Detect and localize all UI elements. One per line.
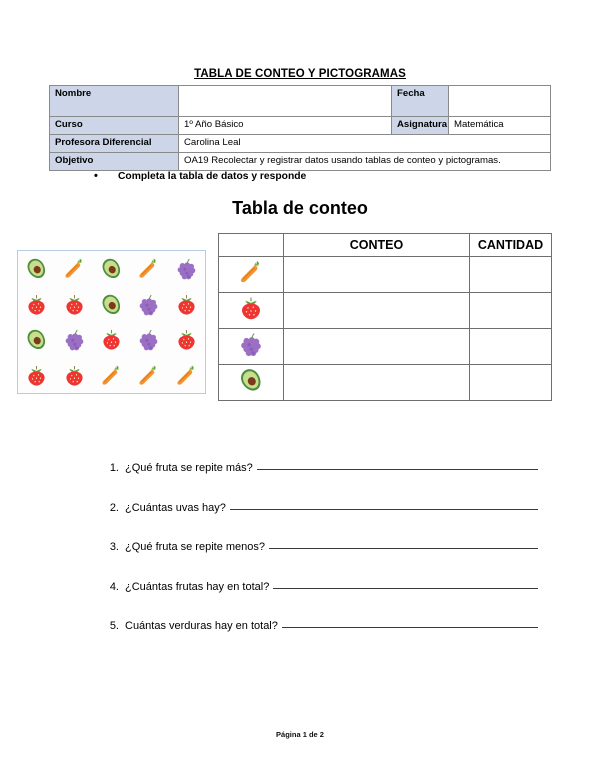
question-item bbox=[100, 617, 540, 632]
table-row bbox=[50, 153, 551, 171]
info-label-nombre: Nombre bbox=[50, 86, 179, 117]
strawberry-icon bbox=[219, 293, 284, 329]
strawberry-icon bbox=[93, 322, 130, 358]
conteo-answer-cell[interactable] bbox=[284, 329, 470, 365]
table-row bbox=[219, 365, 552, 401]
question-number: 1. bbox=[109, 462, 119, 474]
info-value-fecha[interactable] bbox=[449, 86, 551, 117]
table-row bbox=[219, 257, 552, 293]
table-row bbox=[219, 293, 552, 329]
carrot-icon bbox=[168, 358, 205, 394]
cantidad-answer-cell[interactable] bbox=[470, 329, 552, 365]
carrot-icon bbox=[55, 251, 92, 287]
strawberry-icon bbox=[18, 358, 55, 394]
info-value-curso[interactable]: 1º Año Básico bbox=[179, 117, 392, 135]
info-label-asignatura: Asignatura bbox=[392, 117, 449, 135]
cantidad-answer-cell[interactable] bbox=[470, 293, 552, 329]
info-value-profesora[interactable]: Carolina Leal bbox=[179, 135, 551, 153]
question-number: 4. bbox=[109, 580, 119, 593]
grapes-icon bbox=[168, 251, 205, 287]
question-item bbox=[100, 538, 540, 553]
carrot-icon bbox=[130, 251, 167, 287]
grapes-icon bbox=[219, 329, 284, 365]
instruction-line bbox=[94, 170, 306, 182]
table-row bbox=[50, 135, 551, 153]
answer-line[interactable] bbox=[269, 537, 538, 549]
avocado-icon bbox=[93, 251, 130, 287]
question-text: Cuántas verduras hay en total? bbox=[125, 620, 278, 632]
column-header-cantidad: CANTIDAD bbox=[470, 234, 552, 257]
column-header-icon bbox=[219, 234, 284, 257]
table-header-row bbox=[219, 234, 552, 257]
instruction-text: Completa la tabla de datos y responde bbox=[118, 171, 307, 182]
section-heading: Tabla de conteo bbox=[232, 198, 368, 218]
conteo-answer-cell[interactable] bbox=[284, 257, 470, 293]
info-label-curso: Curso bbox=[50, 117, 179, 135]
strawberry-icon bbox=[168, 287, 205, 323]
question-text: ¿Qué fruta se repite más? bbox=[125, 462, 253, 474]
avocado-icon bbox=[219, 365, 284, 401]
info-label-profesora: Profesora Diferencial bbox=[50, 135, 179, 153]
pictogram-image bbox=[17, 250, 206, 394]
conteo-answer-cell[interactable] bbox=[284, 365, 470, 401]
avocado-icon bbox=[93, 287, 130, 323]
cantidad-answer-cell[interactable] bbox=[470, 257, 552, 293]
cantidad-answer-cell[interactable] bbox=[470, 365, 552, 401]
question-text: ¿Cuántas frutas hay en total? bbox=[125, 580, 270, 593]
carrot-icon bbox=[93, 358, 130, 394]
page-footer: Página 1 de 2 bbox=[276, 730, 324, 739]
question-number: 3. bbox=[109, 541, 119, 553]
question-number: 5. bbox=[109, 620, 119, 632]
question-number: 2. bbox=[109, 501, 119, 514]
questions-list bbox=[100, 459, 540, 657]
question-text: ¿Qué fruta se repite menos? bbox=[125, 541, 266, 553]
info-value-nombre[interactable] bbox=[179, 86, 392, 117]
student-info-table bbox=[49, 85, 551, 171]
question-item bbox=[100, 459, 540, 474]
answer-line[interactable] bbox=[230, 498, 538, 510]
answer-line[interactable] bbox=[282, 616, 538, 628]
grapes-icon bbox=[130, 287, 167, 323]
table-row bbox=[50, 86, 551, 117]
bullet-icon: • bbox=[94, 170, 98, 182]
strawberry-icon bbox=[55, 287, 92, 323]
column-header-conteo: CONTEO bbox=[284, 234, 470, 257]
strawberry-icon bbox=[55, 358, 92, 394]
answer-line[interactable] bbox=[273, 577, 538, 589]
page-title: TABLA DE CONTEO Y PICTOGRAMAS bbox=[194, 68, 406, 80]
table-row bbox=[219, 329, 552, 365]
grapes-icon bbox=[55, 322, 92, 358]
info-label-objetivo: Objetivo bbox=[50, 153, 179, 171]
info-label-fecha: Fecha bbox=[392, 86, 449, 117]
table-row bbox=[50, 117, 551, 135]
avocado-icon bbox=[18, 251, 55, 287]
question-text: ¿Cuántas uvas hay? bbox=[125, 501, 226, 514]
info-value-objetivo[interactable]: OA19 Recolectar y registrar datos usando tablas de conteo y pictogramas. bbox=[179, 153, 551, 171]
grapes-icon bbox=[130, 322, 167, 358]
question-item bbox=[100, 499, 540, 514]
carrot-icon bbox=[219, 257, 284, 293]
answer-line[interactable] bbox=[257, 458, 538, 470]
strawberry-icon bbox=[168, 322, 205, 358]
info-value-asignatura[interactable]: Matemática bbox=[449, 117, 551, 135]
avocado-icon bbox=[18, 322, 55, 358]
conteo-answer-cell[interactable] bbox=[284, 293, 470, 329]
strawberry-icon bbox=[18, 287, 55, 323]
carrot-icon bbox=[130, 358, 167, 394]
counting-table bbox=[218, 233, 552, 401]
question-item bbox=[100, 578, 540, 593]
